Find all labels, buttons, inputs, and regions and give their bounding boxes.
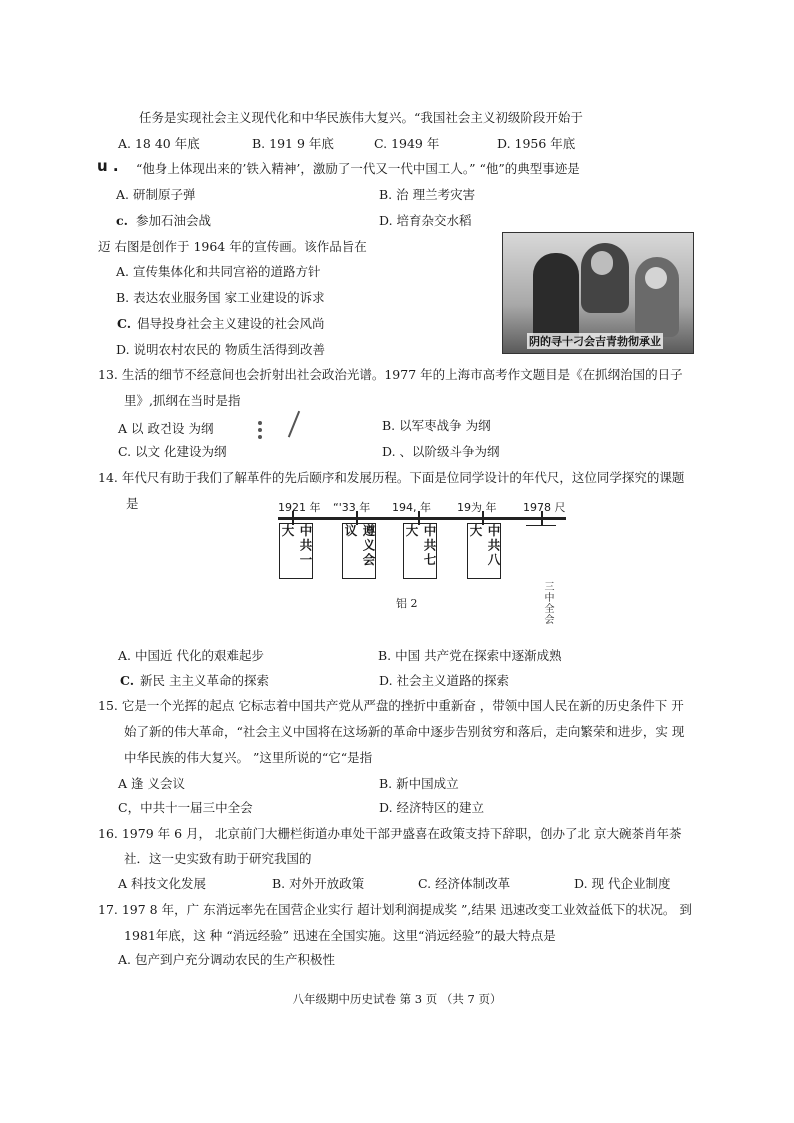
timeline-event-box: 中共八大 bbox=[467, 523, 501, 579]
text-line: 14. 年代尺有助于我们了解革件的先后颐序和发展历程。下面是位同学设计的年代尺，这位同学探究的课题 bbox=[98, 470, 685, 485]
text-line: B. 表达农业服务国 家工业建设的诉求 bbox=[116, 290, 325, 305]
timeline-axis bbox=[278, 517, 566, 520]
timeline-event-box: 遵义会议 bbox=[342, 523, 376, 579]
text-line: 是 bbox=[126, 496, 139, 511]
question-number: u . bbox=[97, 157, 119, 175]
text-line: 13. 生活的细节不经意间也会折射出社会政治光谱。1977 年的上海市高考作文题目是《在抓纲治国的日子 bbox=[98, 367, 683, 382]
text-line: A. 研制原子弹 bbox=[116, 187, 196, 202]
text-line: A. 中国近 代化的艰难起步 bbox=[118, 648, 264, 663]
text-line: B. 中国 共产党在探索中逐渐成熟 bbox=[378, 648, 562, 663]
text-line: 参加石油会战 bbox=[136, 213, 212, 228]
poster-caption: 阴的寻十刁会吉青勃彻承业 bbox=[529, 335, 661, 348]
text-line: 社．这一史实致有助于研究我国的 bbox=[124, 851, 312, 866]
text-line: 15. 它是一个光挥的起点 它标志着中国共产党从严盘的挫折中重新奋 ，带领中国人民在新的历史条件下 开 bbox=[98, 698, 684, 713]
text-line: B. 治 理兰考灾害 bbox=[379, 187, 476, 202]
text-line: C. 经济体制改革 bbox=[418, 876, 511, 891]
text-line: 新民 主主义革命的探索 bbox=[140, 673, 269, 688]
text-line: A. 18 40 年底 bbox=[118, 136, 200, 151]
text-line: A. 宣传集体化和共同宫裕的道路方针 bbox=[116, 264, 321, 279]
text-line: D. 培育杂交水稻 bbox=[379, 213, 472, 228]
text-line: A 以 政건设 为纲 bbox=[118, 421, 214, 436]
text-line: A. 包产到户充分调动农民的生产积极性 bbox=[118, 952, 335, 967]
text-line: B. 191 9 年底 bbox=[252, 136, 334, 151]
text-line: C. 以文 化建设为纲 bbox=[118, 444, 227, 459]
option-label: c. bbox=[116, 213, 128, 228]
text-line: A 科技文化发展 bbox=[118, 876, 207, 891]
scan-mark bbox=[288, 411, 300, 438]
timeline-bracket bbox=[526, 525, 556, 532]
text-line: 任务是实现社会主义现代化和中华民族伟大复兴。“我国社会主义初级阶段开始于 bbox=[139, 110, 583, 125]
timeline-year: 194, 年 bbox=[392, 501, 431, 514]
text-line: B. 新中国成立 bbox=[379, 776, 459, 791]
text-line: 始了新的伟大革命，“社会主义中国将在这场新的革命中逐步告别贫穷和落后，走向繁荣和进步，实 现 bbox=[124, 724, 685, 739]
text-line: 17. 197 8 年，广 东消远率先在国营企业实行 超计划利润提成奖 ”,结果 迅速改变工业效益低下的状况。 到 bbox=[98, 902, 692, 917]
text-line: 中华民族的伟大复兴。 ”这里所说的“它“是指 bbox=[124, 750, 373, 765]
timeline-year: 19为 年 bbox=[457, 501, 497, 514]
option-label: C. bbox=[117, 316, 132, 331]
text-line: D. 1956 年底 bbox=[497, 136, 576, 151]
page-footer: 八年级期中历史试卷 第 3 页 （共 7 页） bbox=[292, 992, 502, 1006]
text-line: A 逢 义会议 bbox=[118, 776, 185, 791]
text-line: D. 、以阶级斗争为纲 bbox=[382, 444, 500, 459]
timeline-year: 1921 年 bbox=[278, 501, 321, 514]
text-line: 倡导投身社会主义建设的社会风尚 bbox=[137, 316, 325, 331]
text-line: D. 说明农村农民的 物质生活得到改善 bbox=[116, 342, 325, 357]
text-line: D. 社会主义道路的探索 bbox=[379, 673, 510, 688]
timeline-vertical-label: 三中全会 bbox=[542, 581, 553, 625]
text-line: D. 现 代企业制度 bbox=[574, 876, 671, 891]
text-line: 迈 右图是创作于 1964 年的宣传画。该作品旨在 bbox=[98, 239, 367, 254]
propaganda-poster-image bbox=[502, 232, 694, 354]
text-line: B. 对外开放政策 bbox=[272, 876, 365, 891]
option-label: C. bbox=[120, 673, 135, 688]
scan-mark bbox=[258, 421, 262, 442]
text-line: 里》,抓纲在当时是指 bbox=[124, 393, 241, 408]
text-line: D. 经济特区的建立 bbox=[379, 800, 485, 815]
timeline-year: “'33 年 bbox=[333, 501, 371, 514]
text-line: B. 以军枣战争 为纲 bbox=[382, 418, 491, 433]
timeline-event-box: 中共一大 bbox=[279, 523, 313, 579]
timeline-year: 1978 尺 bbox=[523, 501, 566, 514]
text-line: 16. 1979 年 6 月， 北京前门大栅栏街道办車处干部尹盛喜在政策支持下辞职，创办了北 京大碗茶肖年茶 bbox=[98, 826, 682, 841]
text-line: C. 1949 年 bbox=[374, 136, 440, 151]
timeline-event-box: 中共七大 bbox=[403, 523, 437, 579]
text-line: 1981年底，这 种 “消远经验” 迅速在全国实施。这里“消远经验”的最大特点是 bbox=[124, 928, 556, 943]
text-line: C，中共十一届三中全会 bbox=[118, 800, 253, 815]
text-line: “他身上体现出来的’铁入精神’，激励了一代又一代中国工人。” “他”的典型事迹是 bbox=[136, 161, 580, 176]
figure-label: 铝 2 bbox=[396, 597, 418, 610]
